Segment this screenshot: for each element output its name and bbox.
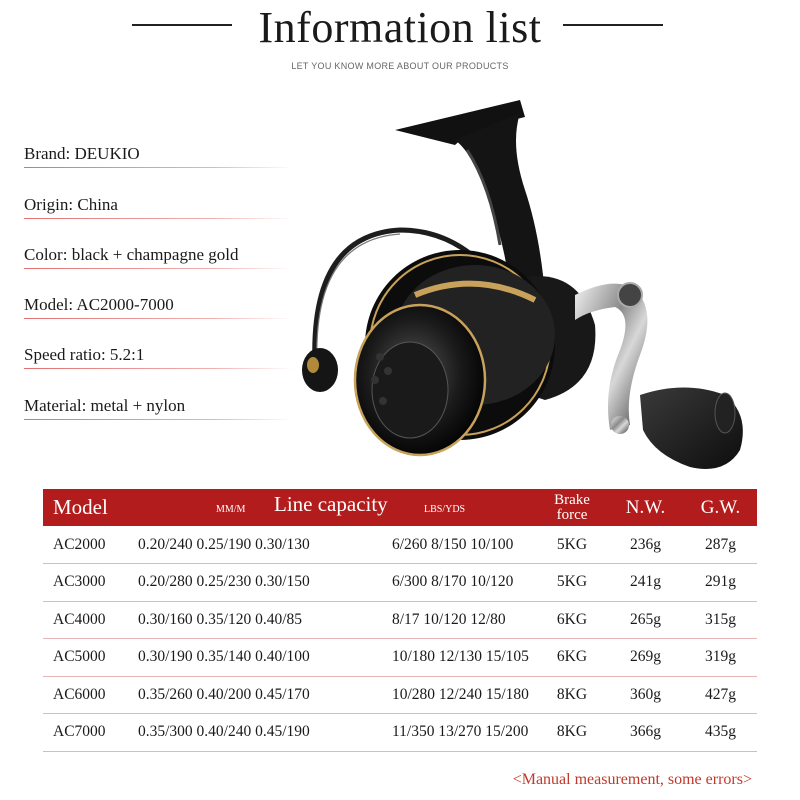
table-row bbox=[43, 714, 757, 752]
cell-capacity bbox=[134, 639, 537, 677]
cell-capacity bbox=[134, 564, 537, 602]
spec-item-origin bbox=[24, 192, 294, 219]
table-row bbox=[43, 601, 757, 639]
cell-mm: 0.35/260 0.40/200 0.45/170 bbox=[138, 685, 310, 703]
header-brake-force bbox=[537, 489, 607, 526]
header-brake-line2: force bbox=[556, 506, 588, 523]
cell-lbs: 10/180 12/130 15/105 bbox=[392, 648, 529, 666]
spec-divider bbox=[24, 368, 294, 369]
cell-nw: 360g bbox=[630, 685, 661, 703]
spec-item-brand bbox=[24, 141, 294, 168]
spec-label: Material: metal + nylon bbox=[24, 396, 186, 415]
spec-label: Color: black + champagne gold bbox=[24, 245, 239, 264]
spec-divider bbox=[24, 268, 294, 269]
cell-lbs: 6/300 8/170 10/120 bbox=[392, 573, 514, 591]
spec-item-material bbox=[24, 393, 294, 420]
cell-model: AC7000 bbox=[53, 723, 106, 741]
cell-brake: 6KG bbox=[556, 648, 588, 666]
spinning-reel-icon bbox=[285, 95, 765, 485]
header-mm: MM/M bbox=[216, 504, 246, 515]
cell-model: AC3000 bbox=[53, 573, 106, 591]
cell-brake: 8KG bbox=[556, 685, 588, 703]
cell-nw: 265g bbox=[630, 610, 661, 628]
cell-model: AC6000 bbox=[53, 685, 106, 703]
cell-mm: 0.30/190 0.35/140 0.40/100 bbox=[138, 648, 310, 666]
spec-divider bbox=[24, 218, 294, 219]
header-brake-line1: Brake bbox=[554, 491, 590, 508]
cell-brake: 6KG bbox=[556, 610, 588, 628]
cell-gw: 427g bbox=[705, 685, 736, 703]
cell-gw: 287g bbox=[705, 535, 736, 553]
spec-table bbox=[43, 489, 757, 752]
cell-capacity bbox=[134, 714, 537, 752]
cell-model: AC5000 bbox=[53, 648, 106, 666]
header-line-capacity: Line capacity bbox=[274, 492, 388, 516]
spec-item-color bbox=[24, 242, 294, 269]
header-line-capacity-group bbox=[134, 489, 537, 526]
cell-mm: 0.20/280 0.25/230 0.30/150 bbox=[138, 573, 310, 591]
cell-brake: 8KG bbox=[556, 723, 588, 741]
cell-lbs: 11/350 13/270 15/200 bbox=[392, 723, 529, 741]
spec-label: Model: AC2000-7000 bbox=[24, 295, 174, 314]
header-model: Model bbox=[53, 495, 108, 519]
measurement-note: <Manual measurement, some errors> bbox=[512, 771, 752, 788]
cell-lbs: 6/260 8/150 10/100 bbox=[392, 535, 514, 553]
cell-capacity bbox=[134, 526, 537, 564]
spec-item-speed-ratio bbox=[24, 342, 294, 369]
spec-divider bbox=[24, 419, 294, 420]
table-header-row bbox=[43, 489, 757, 526]
cell-mm: 0.30/160 0.35/120 0.40/85 bbox=[138, 610, 303, 628]
header-lbs: LBS/YDS bbox=[424, 504, 466, 515]
cell-gw: 291g bbox=[705, 573, 736, 591]
cell-mm: 0.35/300 0.40/240 0.45/190 bbox=[138, 723, 310, 741]
cell-gw: 315g bbox=[705, 610, 736, 628]
cell-model: AC2000 bbox=[53, 535, 106, 553]
header-gw: G.W. bbox=[700, 496, 741, 518]
spec-label: Brand: DEUKIO bbox=[24, 144, 140, 163]
cell-nw: 236g bbox=[630, 535, 661, 553]
cell-gw: 319g bbox=[705, 648, 736, 666]
cell-brake: 5KG bbox=[556, 573, 588, 591]
cell-lbs: 8/17 10/120 12/80 bbox=[392, 610, 506, 628]
table-row bbox=[43, 639, 757, 677]
table-row bbox=[43, 526, 757, 564]
cell-nw: 269g bbox=[630, 648, 661, 666]
cell-nw: 366g bbox=[630, 723, 661, 741]
spec-label: Speed ratio: 5.2:1 bbox=[24, 345, 145, 364]
cell-model: AC4000 bbox=[53, 610, 106, 628]
cell-lbs: 10/280 12/240 15/180 bbox=[392, 685, 529, 703]
cell-gw: 435g bbox=[705, 723, 736, 741]
table-row bbox=[43, 564, 757, 602]
header-nw: N.W. bbox=[625, 496, 666, 518]
spec-divider bbox=[24, 318, 294, 319]
cell-mm: 0.20/240 0.25/190 0.30/130 bbox=[138, 535, 310, 553]
page-title: Information list bbox=[258, 3, 542, 52]
page-subtitle: LET YOU KNOW MORE ABOUT OUR PRODUCTS bbox=[291, 61, 509, 71]
table-row bbox=[43, 676, 757, 714]
cell-brake: 5KG bbox=[556, 535, 588, 553]
spec-divider bbox=[24, 167, 294, 168]
cell-capacity bbox=[134, 601, 537, 639]
spec-label: Origin: China bbox=[24, 195, 118, 214]
cell-nw: 241g bbox=[630, 573, 661, 591]
cell-capacity bbox=[134, 676, 537, 714]
spec-item-model bbox=[24, 292, 294, 319]
